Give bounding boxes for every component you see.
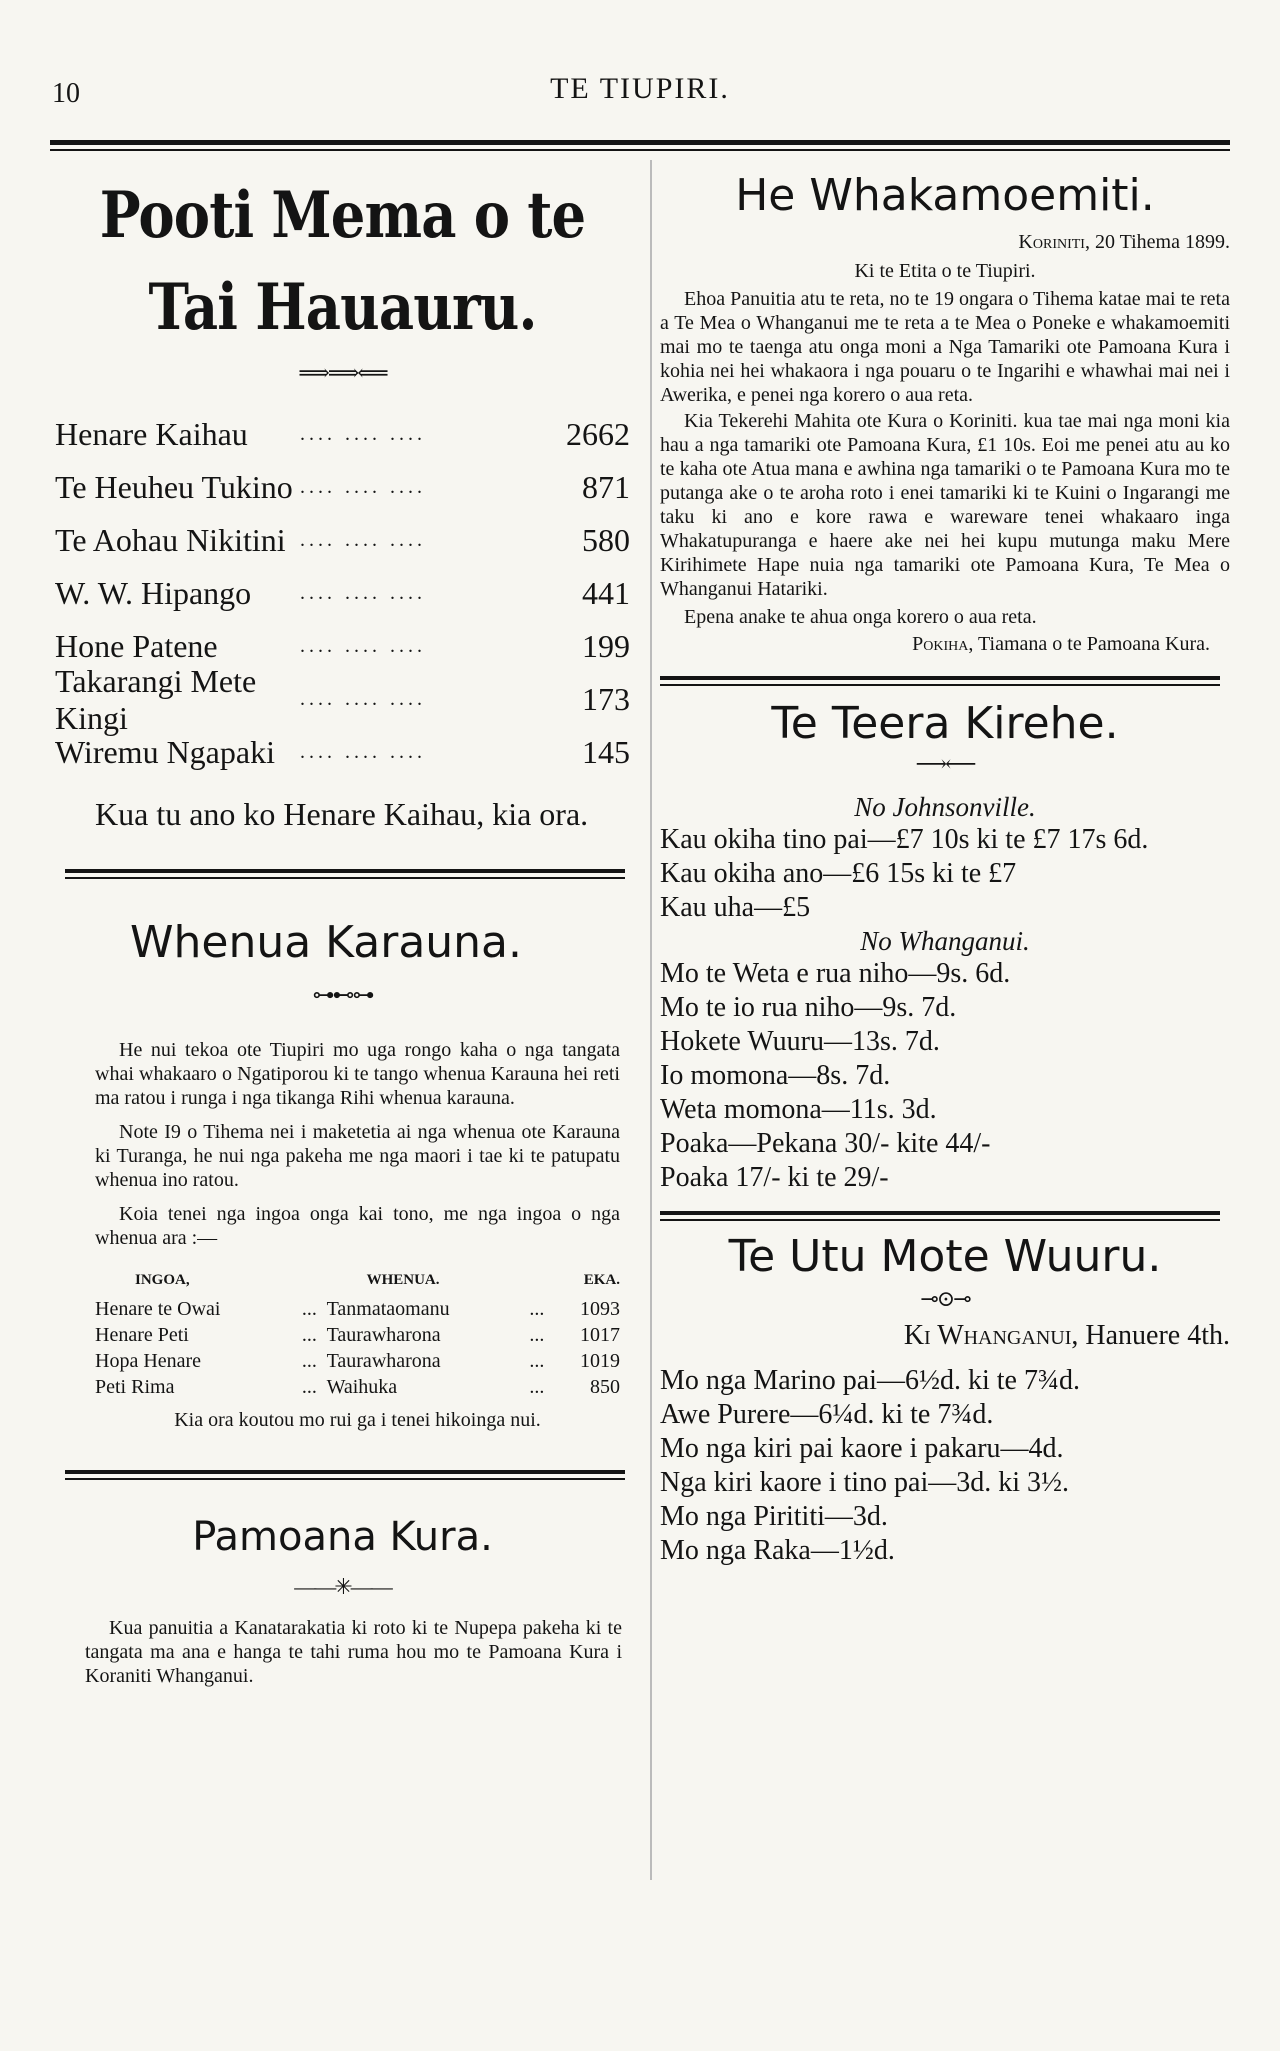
pamoana-section [55, 1514, 630, 1688]
whenua-para: Note I9 o Tihema nei i maketetia ai nga whenua ote Karauna ki Turanga, he nui nga pakeha me nga maori i tae ki te patupatu whenua ino ratou. [95, 1121, 620, 1191]
result-row [55, 726, 630, 779]
leader-dots: .... .... .... [300, 582, 426, 604]
utu-date: Hanuere 4th. [1085, 1320, 1230, 1351]
cell-whenua: Taurawharona [326, 1324, 441, 1346]
letter-place: Koriniti, [1018, 231, 1090, 253]
header-rule-thin [50, 149, 1230, 151]
leader-dots: .... .... .... [300, 688, 426, 710]
publication-title: TE TIUPIRI. [550, 72, 730, 105]
signer-name: Pokiha, [912, 633, 974, 655]
right-column [660, 170, 1230, 1568]
candidate-name: Hone Patene [55, 628, 218, 664]
candidate-name: Wiremu Ngapaki [55, 734, 275, 770]
letter-para: Kia Tekerehi Mahita ote Kura o Koriniti. kua tae mai nga moni kia hau a nga tamariki ote Pamoana Kura, £1 10s. Eoi me penei atu au ko te kaha ote Atua mana e awhina nga tamariki o te Pamoana Kura mo te putanga ake o te aroha roto i enei tamariki ki te Kuini o Ingarangi me taku ki ano e kore rawa e wareware tenei whakaaro inga Whakatupuranga e haere ake nei hei kupu mutunga maku Mere Kirihimete Hape nuia nga tamariki ote Pamoana Kura, Te Mea o Whanganui Hatariki. [660, 410, 1230, 600]
candidate-name: W. W. Hipango [55, 575, 252, 611]
election-results [55, 408, 630, 779]
result-row [55, 514, 630, 567]
col-eka: EKA. [583, 1272, 620, 1288]
teera-sub-johnsonville: No Johnsonville. [854, 792, 1036, 822]
price-line: Poaka—Pekana 30/- kite 44/- [660, 1128, 991, 1159]
price-line: Mo nga Raka—1½d. [660, 1535, 895, 1566]
utu-place: Ki Whanganui, [903, 1320, 1079, 1351]
leader-dots: .... .... .... [300, 476, 426, 498]
col-ingoa: INGOA, [135, 1272, 190, 1288]
cell-sep: ... [529, 1376, 545, 1398]
pooti-title-line2: Tai Hauauru. [148, 270, 537, 345]
teera-group-johnsonville [660, 823, 1230, 925]
price-line: Kau okiha tino pai—£7 10s ki te £7 17s 6d. [660, 824, 1149, 855]
price-line: Nga kiri kaore i tino pai—3d. ki 3½. [660, 1467, 1070, 1498]
whakamoemiti-section [660, 170, 1230, 656]
col-sep [529, 1268, 554, 1296]
page-number: 10 [52, 78, 80, 109]
section-rule [660, 1211, 1220, 1215]
leader-dots: .... .... .... [300, 529, 426, 551]
pooti-closing: Kua tu ano ko Henare Kaihau, kia ora. [95, 796, 589, 832]
whenua-closing: Kia ora koutou mo rui ga i tenei hikoinga nui. [174, 1409, 541, 1431]
leader-dots: .... .... .... [300, 423, 426, 445]
pamoana-body: Kua panuitia a Kanatarakatia ki roto ki te Nupepa pakeha ki te tangata ma ana e hanga te tahi ruma hou mo te Pamoana Kura i Koraniti Whanganui. [85, 1617, 622, 1687]
cell-sep: ... [301, 1324, 317, 1346]
price-line: Poaka 17/- ki te 29/- [660, 1162, 889, 1193]
price-line: Mo nga Marino pai—6½d. ki te 7¾d. [660, 1365, 1080, 1396]
land-table [95, 1268, 620, 1400]
cell-sep: ... [301, 1298, 317, 1320]
vote-count: 2662 [566, 416, 630, 452]
letter-para: Epena anake te ahua onga korero o aua reta. [684, 606, 1037, 628]
result-row [55, 408, 630, 461]
whenua-body [55, 1038, 630, 1432]
whenua-section [55, 917, 630, 1432]
vote-count: 199 [582, 628, 630, 664]
pooti-section [55, 170, 630, 843]
cell-sep: ... [301, 1376, 317, 1398]
table-row [95, 1296, 620, 1322]
table-row [95, 1348, 620, 1374]
cell-whenua: Tanmataomanu [326, 1298, 450, 1320]
col-whenua: WHENUA. [366, 1272, 440, 1288]
vote-count: 580 [582, 522, 630, 558]
column-divider [650, 160, 652, 1880]
cell-ingoa: Henare Peti [95, 1324, 189, 1346]
price-line: Hokete Wuuru—13s. 7d. [660, 1026, 940, 1057]
candidate-name: Takarangi Mete Kingi [55, 662, 257, 736]
cell-sep: ... [301, 1350, 317, 1372]
letter-salutation: Ki te Etita o te Tiupiri. [854, 260, 1036, 282]
section-rule [660, 676, 1220, 680]
candidate-name: Te Heuheu Tukino [55, 469, 293, 505]
whenua-title: Whenua Karauna. [130, 917, 523, 968]
price-line: Mo te io rua niho—9s. 7d. [660, 992, 957, 1023]
letter-para: Ehoa Panuitia atu te reta, no te 19 ongara o Tihema katae mai te reta a Te Mea o Whanganui me te reta a te Mea o Poneke e whakamoemiti mai mo te taenga atu onga moni a Nga Tamariki ote Pamoana Kura i kohia nei hei whakaora i nga pouaru o te Ingarihi e whawhai mai nei i Awerika, e penei nga korero o aua reta. [660, 288, 1230, 406]
section-rule-thin [660, 684, 1220, 686]
teera-sub-whanganui: No Whanganui. [860, 926, 1030, 956]
section-rule-thin [65, 877, 625, 879]
pamoana-title: Pamoana Kura. [192, 1514, 493, 1560]
utu-dateline [660, 1320, 1230, 1352]
cell-whenua: Waihuka [326, 1376, 398, 1398]
teera-title: Te Teera Kirehe. [771, 698, 1119, 749]
teera-group-whanganui [660, 957, 1230, 1195]
utu-ornament: ⊸⊙⊸ [920, 1286, 970, 1311]
col-sep [302, 1268, 327, 1296]
utu-section [660, 1231, 1230, 1568]
vote-count: 441 [582, 575, 630, 611]
result-row [55, 461, 630, 514]
whenua-ornament: ⊶⊷⊶ [312, 982, 373, 1007]
cell-sep: ... [529, 1350, 545, 1372]
header-rule [50, 140, 1230, 145]
price-line: Mo nga kiri pai kaore i pakaru—4d. [660, 1433, 1064, 1464]
utu-prices [660, 1364, 1230, 1568]
price-line: Mo te Weta e rua niho—9s. 6d. [660, 958, 1011, 989]
cell-ingoa: Henare te Owai [95, 1298, 221, 1320]
pooti-title-line1: Pooti Mema o te [99, 178, 586, 253]
signer-role: Tiamana o te Pamoana Kura. [978, 633, 1210, 655]
price-line: Io momona—8s. 7d. [660, 1060, 891, 1091]
vote-count: 145 [582, 734, 630, 770]
whenua-para: He nui tekoa ote Tiupiri mo uga rongo kaha o nga tangata whai whakaaro o Ngatiporou ki te tango whenua Karauna hei reti ma ratou i runga i nga tikanga Rihi whenua karauna. [95, 1039, 620, 1109]
utu-title: Te Utu Mote Wuuru. [728, 1231, 1162, 1282]
cell-eka: 1093 [580, 1298, 620, 1320]
pamoana-ornament: ——✳—— [294, 1574, 391, 1599]
teera-section [660, 698, 1230, 1195]
table-row [95, 1374, 620, 1400]
price-line: Weta momona—11s. 3d. [660, 1094, 937, 1125]
candidate-name: Te Aohau Nikitini [55, 522, 286, 558]
table-row [95, 1322, 620, 1348]
section-rule [65, 869, 625, 873]
cell-eka: 850 [590, 1376, 620, 1398]
leader-dots: .... .... .... [300, 635, 426, 657]
candidate-name: Henare Kaihau [55, 416, 248, 452]
section-rule-thin [660, 1219, 1220, 1221]
letter-dateline [660, 231, 1230, 254]
vote-count: 173 [582, 681, 630, 717]
price-line: Kau okiha ano—£6 15s ki te £7 [660, 858, 1017, 889]
section-rule-thin [65, 1478, 625, 1480]
cell-sep: ... [529, 1324, 545, 1346]
whenua-para: Koia tenei nga ingoa onga kai tono, me nga ingoa o nga whenua ara :— [95, 1203, 620, 1249]
letter-signature [660, 633, 1230, 656]
result-row [55, 567, 630, 620]
result-row [55, 662, 630, 736]
pooti-ornament: ⟹⟹⟸ [298, 360, 387, 385]
price-line: Kau uha—£5 [660, 892, 811, 923]
vote-count: 871 [582, 469, 630, 505]
cell-ingoa: Peti Rima [95, 1376, 175, 1398]
cell-eka: 1019 [580, 1350, 620, 1372]
price-line: Awe Purere—6¼d. ki te 7¾d. [660, 1399, 994, 1430]
price-line: Mo nga Pirititi—3d. [660, 1501, 888, 1532]
teera-ornament: ⟶⟵ [915, 751, 975, 776]
whakamoemiti-title: He Whakamoemiti. [735, 170, 1155, 221]
left-column [55, 170, 630, 1688]
leader-dots: .... .... .... [300, 741, 426, 763]
section-rule [65, 1470, 625, 1474]
cell-whenua: Taurawharona [326, 1350, 441, 1372]
letter-body [660, 287, 1230, 629]
letter-date: 20 Tihema 1899. [1094, 231, 1230, 253]
cell-ingoa: Hopa Henare [95, 1350, 202, 1372]
cell-eka: 1017 [580, 1324, 620, 1346]
cell-sep: ... [529, 1298, 545, 1320]
land-table-header [95, 1268, 620, 1296]
